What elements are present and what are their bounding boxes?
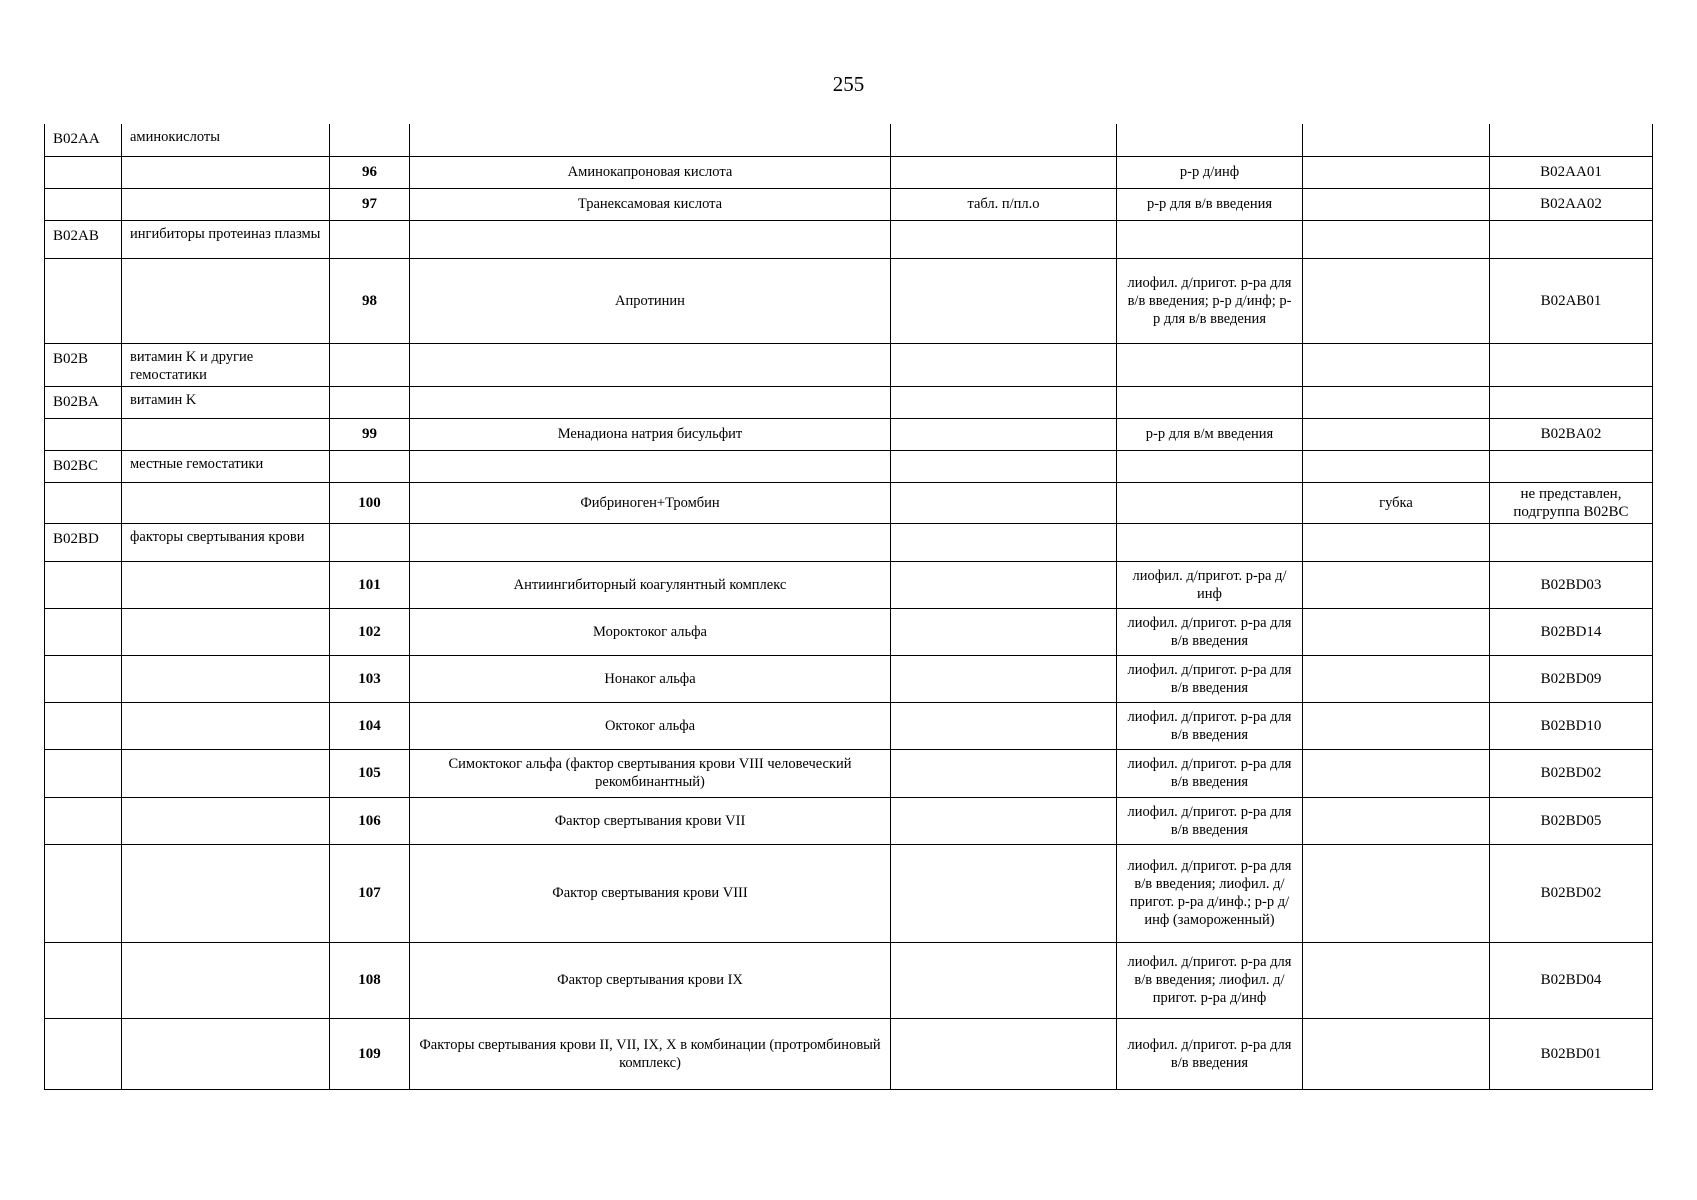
atc-group-code bbox=[45, 561, 122, 608]
table-row bbox=[45, 608, 1653, 655]
dosage-form-2 bbox=[1117, 482, 1303, 523]
dosage-form-2: лиофил. д/пригот. р-ра для в/в введения bbox=[1117, 655, 1303, 702]
row-number: 97 bbox=[330, 188, 410, 220]
dosage-form-2: лиофил. д/пригот. р-ра для в/в введения bbox=[1117, 608, 1303, 655]
row-number: 106 bbox=[330, 797, 410, 844]
atc-code: B02BD05 bbox=[1490, 797, 1653, 844]
dosage-form-1: табл. п/пл.о bbox=[891, 188, 1117, 220]
dosage-form-2: лиофил. д/пригот. р-ра для в/в введения bbox=[1117, 749, 1303, 797]
atc-group-code bbox=[45, 418, 122, 450]
atc-code: B02AA02 bbox=[1490, 188, 1653, 220]
table-row bbox=[45, 124, 1653, 156]
dosage-form-1 bbox=[891, 523, 1117, 561]
atc-code: B02AA01 bbox=[1490, 156, 1653, 188]
dosage-form-3 bbox=[1303, 655, 1490, 702]
drug-name: Апротинин bbox=[410, 258, 891, 343]
table-body bbox=[45, 124, 1653, 1089]
atc-group-code: B02BC bbox=[45, 450, 122, 482]
dosage-form-1 bbox=[891, 418, 1117, 450]
dosage-form-3 bbox=[1303, 220, 1490, 258]
dosage-form-3 bbox=[1303, 749, 1490, 797]
dosage-form-3 bbox=[1303, 942, 1490, 1018]
table-row bbox=[45, 655, 1653, 702]
atc-code: B02BD01 bbox=[1490, 1018, 1653, 1089]
group-name: местные гемостатики bbox=[122, 450, 330, 482]
group-name bbox=[122, 942, 330, 1018]
dosage-form-3 bbox=[1303, 523, 1490, 561]
atc-code: B02BD14 bbox=[1490, 608, 1653, 655]
table-row bbox=[45, 797, 1653, 844]
drug-name: Нонаког альфа bbox=[410, 655, 891, 702]
dosage-form-2 bbox=[1117, 220, 1303, 258]
atc-code: B02BD02 bbox=[1490, 749, 1653, 797]
group-name: витамин K и другие гемостатики bbox=[122, 343, 330, 386]
atc-code: B02BD10 bbox=[1490, 702, 1653, 749]
atc-group-code: B02BA bbox=[45, 386, 122, 418]
dosage-form-1 bbox=[891, 156, 1117, 188]
row-number bbox=[330, 523, 410, 561]
dosage-form-2 bbox=[1117, 386, 1303, 418]
dosage-form-3: губка bbox=[1303, 482, 1490, 523]
group-name: витамин K bbox=[122, 386, 330, 418]
table-row bbox=[45, 702, 1653, 749]
row-number bbox=[330, 450, 410, 482]
dosage-form-3 bbox=[1303, 258, 1490, 343]
drug-name: Фактор свертывания крови VIII bbox=[410, 844, 891, 942]
row-number bbox=[330, 124, 410, 156]
dosage-form-2: р-р для в/в введения bbox=[1117, 188, 1303, 220]
group-name bbox=[122, 1018, 330, 1089]
drug-name: Транексамовая кислота bbox=[410, 188, 891, 220]
dosage-form-1 bbox=[891, 386, 1117, 418]
dosage-form-2 bbox=[1117, 523, 1303, 561]
row-number: 102 bbox=[330, 608, 410, 655]
dosage-form-3 bbox=[1303, 188, 1490, 220]
group-name bbox=[122, 258, 330, 343]
dosage-form-1 bbox=[891, 343, 1117, 386]
drug-name: Октоког альфа bbox=[410, 702, 891, 749]
dosage-form-2: р-р для в/м введения bbox=[1117, 418, 1303, 450]
atc-group-code bbox=[45, 1018, 122, 1089]
row-number: 99 bbox=[330, 418, 410, 450]
table-row bbox=[45, 156, 1653, 188]
atc-code bbox=[1490, 343, 1653, 386]
atc-code bbox=[1490, 523, 1653, 561]
atc-group-code bbox=[45, 942, 122, 1018]
table-row bbox=[45, 749, 1653, 797]
dosage-form-1 bbox=[891, 942, 1117, 1018]
dosage-form-1 bbox=[891, 561, 1117, 608]
dosage-form-1 bbox=[891, 1018, 1117, 1089]
table-row bbox=[45, 844, 1653, 942]
atc-code bbox=[1490, 124, 1653, 156]
atc-code bbox=[1490, 450, 1653, 482]
drug-name: Фактор свертывания крови IX bbox=[410, 942, 891, 1018]
dosage-form-3 bbox=[1303, 418, 1490, 450]
atc-code: B02BD09 bbox=[1490, 655, 1653, 702]
row-number: 98 bbox=[330, 258, 410, 343]
dosage-form-2: р-р д/инф bbox=[1117, 156, 1303, 188]
group-name bbox=[122, 418, 330, 450]
dosage-form-3 bbox=[1303, 450, 1490, 482]
drug-name: Симоктоког альфа (фактор свертывания крови VIII человеческий рекомбинантный) bbox=[410, 749, 891, 797]
dosage-form-2 bbox=[1117, 124, 1303, 156]
row-number bbox=[330, 220, 410, 258]
atc-code: B02BD02 bbox=[1490, 844, 1653, 942]
group-name: аминокислоты bbox=[122, 124, 330, 156]
dosage-form-1 bbox=[891, 749, 1117, 797]
atc-group-code bbox=[45, 482, 122, 523]
table-row bbox=[45, 561, 1653, 608]
dosage-form-2: лиофил. д/пригот. р-ра для в/в введения; лиофил. д/пригот. р-ра д/инф.; р-р д/инф (замороженный) bbox=[1117, 844, 1303, 942]
atc-group-code: B02AA bbox=[45, 124, 122, 156]
table-row bbox=[45, 188, 1653, 220]
table-row bbox=[45, 942, 1653, 1018]
table-row bbox=[45, 220, 1653, 258]
table-row bbox=[45, 482, 1653, 523]
drug-name bbox=[410, 220, 891, 258]
dosage-form-2: лиофил. д/пригот. р-ра для в/в введения bbox=[1117, 702, 1303, 749]
table-row bbox=[45, 418, 1653, 450]
atc-group-code: B02AB bbox=[45, 220, 122, 258]
dosage-form-3 bbox=[1303, 1018, 1490, 1089]
row-number: 96 bbox=[330, 156, 410, 188]
dosage-form-2: лиофил. д/пригот. р-ра д/инф bbox=[1117, 561, 1303, 608]
atc-group-code bbox=[45, 156, 122, 188]
drug-name: Аминокапроновая кислота bbox=[410, 156, 891, 188]
dosage-form-3 bbox=[1303, 343, 1490, 386]
drug-name bbox=[410, 343, 891, 386]
drug-name: Фибриноген+Тромбин bbox=[410, 482, 891, 523]
dosage-form-3 bbox=[1303, 156, 1490, 188]
group-name bbox=[122, 702, 330, 749]
atc-group-code bbox=[45, 844, 122, 942]
dosage-form-1 bbox=[891, 220, 1117, 258]
atc-group-code bbox=[45, 258, 122, 343]
table-row bbox=[45, 386, 1653, 418]
atc-code: B02AB01 bbox=[1490, 258, 1653, 343]
row-number: 109 bbox=[330, 1018, 410, 1089]
atc-code: B02BA02 bbox=[1490, 418, 1653, 450]
dosage-form-1 bbox=[891, 655, 1117, 702]
dosage-form-3 bbox=[1303, 797, 1490, 844]
atc-group-code bbox=[45, 655, 122, 702]
row-number: 108 bbox=[330, 942, 410, 1018]
row-number bbox=[330, 386, 410, 418]
drug-name: Антиингибиторный коагулянтный комплекс bbox=[410, 561, 891, 608]
dosage-form-1 bbox=[891, 124, 1117, 156]
dosage-form-3 bbox=[1303, 844, 1490, 942]
group-name bbox=[122, 188, 330, 220]
group-name: факторы свертывания крови bbox=[122, 523, 330, 561]
atc-group-code bbox=[45, 797, 122, 844]
dosage-form-3 bbox=[1303, 561, 1490, 608]
group-name bbox=[122, 797, 330, 844]
table-row bbox=[45, 1018, 1653, 1089]
group-name bbox=[122, 655, 330, 702]
table-row bbox=[45, 523, 1653, 561]
dosage-form-3 bbox=[1303, 608, 1490, 655]
group-name bbox=[122, 156, 330, 188]
row-number: 100 bbox=[330, 482, 410, 523]
drug-table bbox=[44, 124, 1653, 1090]
table-row bbox=[45, 258, 1653, 343]
group-name bbox=[122, 608, 330, 655]
row-number: 107 bbox=[330, 844, 410, 942]
drug-name bbox=[410, 523, 891, 561]
dosage-form-3 bbox=[1303, 702, 1490, 749]
atc-code: не представлен, подгруппа B02BC bbox=[1490, 482, 1653, 523]
atc-code bbox=[1490, 220, 1653, 258]
dosage-form-2: лиофил. д/пригот. р-ра для в/в введения bbox=[1117, 1018, 1303, 1089]
dosage-form-1 bbox=[891, 844, 1117, 942]
dosage-form-1 bbox=[891, 482, 1117, 523]
atc-group-code: B02B bbox=[45, 343, 122, 386]
drug-name: Мороктоког альфа bbox=[410, 608, 891, 655]
atc-code bbox=[1490, 386, 1653, 418]
atc-group-code bbox=[45, 608, 122, 655]
dosage-form-1 bbox=[891, 450, 1117, 482]
atc-code: B02BD04 bbox=[1490, 942, 1653, 1018]
group-name: ингибиторы протеиназ плазмы bbox=[122, 220, 330, 258]
drug-name bbox=[410, 386, 891, 418]
row-number bbox=[330, 343, 410, 386]
group-name bbox=[122, 844, 330, 942]
group-name bbox=[122, 561, 330, 608]
drug-name: Фактор свертывания крови VII bbox=[410, 797, 891, 844]
atc-group-code: B02BD bbox=[45, 523, 122, 561]
atc-group-code bbox=[45, 749, 122, 797]
drug-name: Факторы свертывания крови II, VII, IX, X в комбинации (протромбиновый комплекс) bbox=[410, 1018, 891, 1089]
dosage-form-1 bbox=[891, 608, 1117, 655]
row-number: 101 bbox=[330, 561, 410, 608]
group-name bbox=[122, 749, 330, 797]
drug-name bbox=[410, 124, 891, 156]
dosage-form-3 bbox=[1303, 124, 1490, 156]
dosage-form-2 bbox=[1117, 450, 1303, 482]
table-row bbox=[45, 343, 1653, 386]
dosage-form-1 bbox=[891, 258, 1117, 343]
dosage-form-2 bbox=[1117, 343, 1303, 386]
dosage-form-2: лиофил. д/пригот. р-ра для в/в введения bbox=[1117, 797, 1303, 844]
atc-group-code bbox=[45, 188, 122, 220]
dosage-form-1 bbox=[891, 797, 1117, 844]
row-number: 105 bbox=[330, 749, 410, 797]
dosage-form-3 bbox=[1303, 386, 1490, 418]
dosage-form-2: лиофил. д/пригот. р-ра для в/в введения; р-р д/инф; р-р для в/в введения bbox=[1117, 258, 1303, 343]
page-number: 255 bbox=[832, 72, 865, 96]
dosage-form-2: лиофил. д/пригот. р-ра для в/в введения; лиофил. д/пригот. р-ра д/инф bbox=[1117, 942, 1303, 1018]
table-row bbox=[45, 450, 1653, 482]
row-number: 103 bbox=[330, 655, 410, 702]
atc-group-code bbox=[45, 702, 122, 749]
group-name bbox=[122, 482, 330, 523]
drug-name bbox=[410, 450, 891, 482]
drug-name: Менадиона натрия бисульфит bbox=[410, 418, 891, 450]
row-number: 104 bbox=[330, 702, 410, 749]
dosage-form-1 bbox=[891, 702, 1117, 749]
atc-code: B02BD03 bbox=[1490, 561, 1653, 608]
